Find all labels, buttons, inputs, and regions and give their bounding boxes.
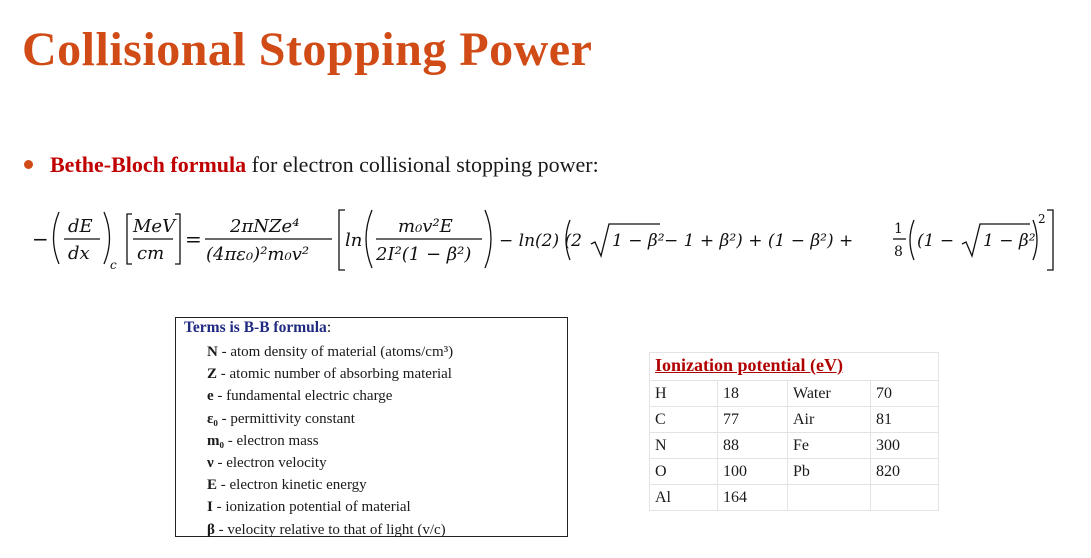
exponent-2: 2 (1038, 212, 1046, 226)
term-row (207, 496, 567, 518)
table-row (650, 459, 939, 485)
terms-title-colon: : (326, 319, 332, 336)
ln2-term: − ln(2) (2 (499, 231, 582, 251)
term-symbol: ε₀ (207, 410, 218, 427)
main-numerator: 2πNZe⁴ (230, 216, 300, 237)
table-row (650, 433, 939, 459)
table-cell: 18 (718, 381, 788, 407)
table-cell: 300 (871, 433, 939, 459)
table-header-row (650, 353, 939, 381)
open-paren-group: (1 − (917, 231, 955, 251)
table-row (650, 407, 939, 433)
table-cell: Al (650, 485, 718, 511)
term-text: - electron velocity (213, 455, 327, 472)
ln-paren-left (366, 210, 372, 268)
ln-paren-right (485, 210, 491, 268)
table-cell (788, 485, 871, 511)
term-row (207, 430, 567, 452)
table-cell: 81 (871, 407, 939, 433)
ln-1: ln (345, 230, 363, 251)
table-cell: 77 (718, 407, 788, 433)
term-symbol: ν (207, 455, 214, 472)
table-cell: 820 (871, 459, 939, 485)
dx-text: dx (68, 243, 90, 264)
term-text: - atomic number of absorbing material (217, 366, 452, 383)
ln-numerator: m₀v²E (398, 216, 453, 237)
cm-text: cm (137, 243, 165, 264)
term-text: - velocity relative to that of light (v/c) (214, 521, 446, 538)
table-cell: C (650, 407, 718, 433)
bracket-right-units (175, 214, 180, 264)
table-row (650, 485, 939, 511)
term-symbol: Z (207, 366, 218, 383)
mev-text: MeV (133, 216, 176, 237)
main-denominator: (4πε₀)²m₀v² (206, 244, 310, 265)
table-cell: Air (788, 407, 871, 433)
term-row (207, 408, 567, 430)
term-row (207, 385, 567, 407)
ln-denominator: 2I²(1 − β²) (376, 244, 472, 265)
paren-right-1 (104, 212, 110, 264)
table-cell: O (650, 459, 718, 485)
terms-title-text: Terms is B-B formula (184, 319, 327, 336)
paren-left-last (910, 220, 914, 260)
sqrt-arg-2: 1 − β² (983, 231, 1036, 251)
table-cell: Water (788, 381, 871, 407)
ionization-title: Ionization potential (eV) (650, 353, 939, 381)
term-symbol: E (207, 477, 218, 494)
term-symbol: N (207, 344, 218, 360)
ionization-table (649, 352, 939, 511)
term-symbol: m₀ (207, 432, 224, 449)
slide-title: Collisional Stopping Power (22, 23, 593, 76)
paren-left-1 (54, 212, 60, 264)
minus-sign: − (32, 227, 49, 251)
eighth-den: 8 (894, 244, 903, 260)
table-cell: 88 (718, 433, 788, 459)
dE-text: dE (68, 216, 93, 237)
after-sqrt-1: − 1 + β²) + (1 − β²) + (664, 231, 854, 251)
table-cell: Fe (788, 433, 871, 459)
term-row (207, 341, 567, 363)
bethe-bloch-label: Bethe-Bloch formula (50, 152, 247, 177)
terms-box (175, 317, 568, 537)
equals-sign: = (185, 227, 202, 251)
table-cell: Pb (788, 459, 871, 485)
table-cell: H (650, 381, 718, 407)
term-symbol: β (207, 521, 215, 538)
formula-svg (30, 206, 1060, 286)
big-bracket-right (1047, 210, 1053, 270)
table-cell (871, 485, 939, 511)
eighth-num: 1 (894, 221, 903, 237)
term-symbol: e (207, 388, 214, 405)
term-text: - permittivity constant (217, 410, 355, 427)
term-text: - electron mass (224, 432, 319, 449)
term-row (207, 519, 567, 541)
term-text: - atom density of material (atoms/cm³) (217, 344, 454, 360)
term-symbol: I (207, 499, 213, 516)
bullet-dot-icon (24, 160, 33, 169)
table-cell: 164 (718, 485, 788, 511)
term-text: - electron kinetic energy (217, 477, 367, 494)
sub-c: c (110, 258, 117, 272)
table-cell: N (650, 433, 718, 459)
table-cell: 100 (718, 459, 788, 485)
term-text: - ionization potential of material (212, 499, 411, 516)
terms-title (184, 319, 567, 337)
table-row (650, 381, 939, 407)
bethe-bloch-formula (30, 206, 1060, 286)
bullet-text: for electron collisional stopping power: (246, 152, 599, 177)
bullet-item (24, 152, 599, 178)
term-text: - fundamental electric charge (213, 388, 393, 405)
table-cell: 70 (871, 381, 939, 407)
bracket-left-units (127, 214, 132, 264)
term-row (207, 474, 567, 496)
sqrt-arg-1: 1 − β² (612, 231, 665, 251)
term-row (207, 452, 567, 474)
term-row (207, 363, 567, 385)
